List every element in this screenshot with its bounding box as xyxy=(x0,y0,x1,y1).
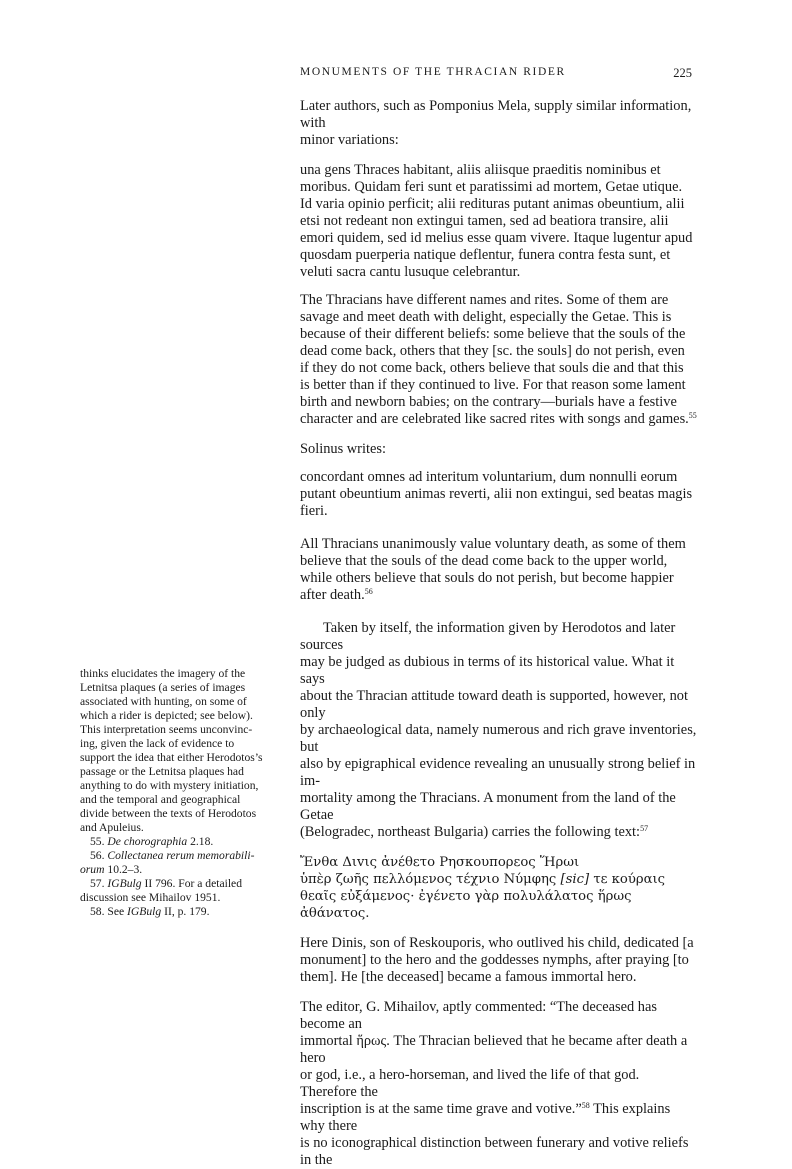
page-header xyxy=(300,66,692,82)
intro-paragraph: Later authors, such as Pomponius Mela, supply similar information, with minor variations: xyxy=(300,98,692,148)
footnote-continuation: thinks elucidates the imagery of the Letnitsa plaques (a series of images associated with hunting, on some of which a rider is depicted; see below). This interpretation seems unconvinc- ing, given the lack of evidence to support the idea that either Herodotos’s passage or the Letnitsa plaques had anything to do with mystery initiation, and the temporal and geographical divide between the texts of Herodotos and Apuleius. xyxy=(80,667,263,834)
footnote-58: 58. See IGBulg II, p. 179. xyxy=(90,905,210,918)
greek-inscription: Ἔνθα Διvις ἀνέθετο Ρησκουπορεος Ἥρωι ὑπὲρ ζωῆς πελλόμενος τέχνιο Νύμφης [sic] τε κούραις θεαῖς εὐξάμενος· ἐγένετο γὰρ πολυλάλατος ἥρως ἀθάνατος. xyxy=(300,855,666,921)
note-ref-56: 56 xyxy=(364,587,373,596)
discussion-paragraph: Taken by itself, the information given by Herodotos and later sources may be judged as dubious in terms of its historical value. What it says about the Thracian attitude toward death is supported, however, not only by archaeological data, namely numerous and rich grave inventories, but also by epigraphical evidence revealing an unusually strong belief in im- mortality among the Thracians. A monument from the land of the Getae (Belogradec, northeast Bulgaria) carries the following text:$^{57}$ xyxy=(300,620,697,840)
solinus-english-translation: All Thracians unanimously value voluntary death, as some of them believe that the souls of the dead come back to the upper world, while others believe that souls do not perish, but become happier after death.$^{56}$ xyxy=(300,536,686,603)
running-head: MONUMENTS OF THE THRACIAN RIDER xyxy=(300,66,566,78)
page-number: 225 xyxy=(673,66,692,80)
mela-latin-quote: una gens Thraces habitant, aliis aliisque praeditis nominibus et moribus. Quidam feri sunt et paratissimi ad mortem, Getae utique. Id varia opinio perficit; alii redituras putant animas obeuntium, alii etsi not redeant non extingui tamen, sed ad beatiora transire, alii emori quidem, sed id melius esse quam vivere. Itaque lugentur apud quosdam puerperia natique deflentur, funera contra festa sunt, et veluti sacra cantu lusuque celebrantur. xyxy=(300,162,693,280)
note-ref-57: 57 xyxy=(640,824,649,833)
footnote-56: 56. Collectanea rerum memorabili- orum 10.2–3. xyxy=(80,849,255,876)
note-ref-58: 58 xyxy=(581,1101,590,1110)
solinus-intro: Solinus writes: xyxy=(300,441,386,457)
mela-english-translation: The Thracians have different names and rites. Some of them are savage and meet death with delight, especially the Getae. This is because of their different beliefs: some believe that the souls of the dead come back, others that they [sc. the souls] do not perish, even if they do not come back, others believe that souls die and that this is better than if they continued to live. For that reason some lament birth and newborn babies; on the contrary—burials have a festive character and are celebrated like sacred rites with songs and games.$^{55}$ xyxy=(300,292,697,427)
inscription-translation: Here Dinis, son of Reskouporis, who outlived his child, dedicated [a monument] to the hero and the goddesses nymphs, after praying [to them]. He [the deceased] became a famous immortal hero. xyxy=(300,935,694,985)
footnote-57: 57. IGBulg II 796. For a detailed discussion see Mihailov 1951. xyxy=(80,877,243,904)
solinus-latin-quote: concordant omnes ad interitum voluntarium, dum nonnulli eorum putant obeuntium animas reverti, alii non extingui, sed beatas magis fieri. xyxy=(300,469,693,519)
note-ref-55: 55 xyxy=(688,411,697,420)
footnote-55: 55. De chorographia 2.18. xyxy=(90,835,214,848)
main-text-column xyxy=(300,98,698,1169)
editor-paragraph: The editor, G. Mihailov, aptly commented: “The deceased has become an immortal ἥρως. The Thracian believed that he became after death a hero or god, i.e., a hero-horseman, and lived the life of that god. Therefore the inscription is at the same time grave and votive.”$^{58}$ This explains why there is no iconographical distinction between funerary and votive reliefs in the xyxy=(300,999,689,1168)
footnotes-sidebar xyxy=(80,667,306,919)
